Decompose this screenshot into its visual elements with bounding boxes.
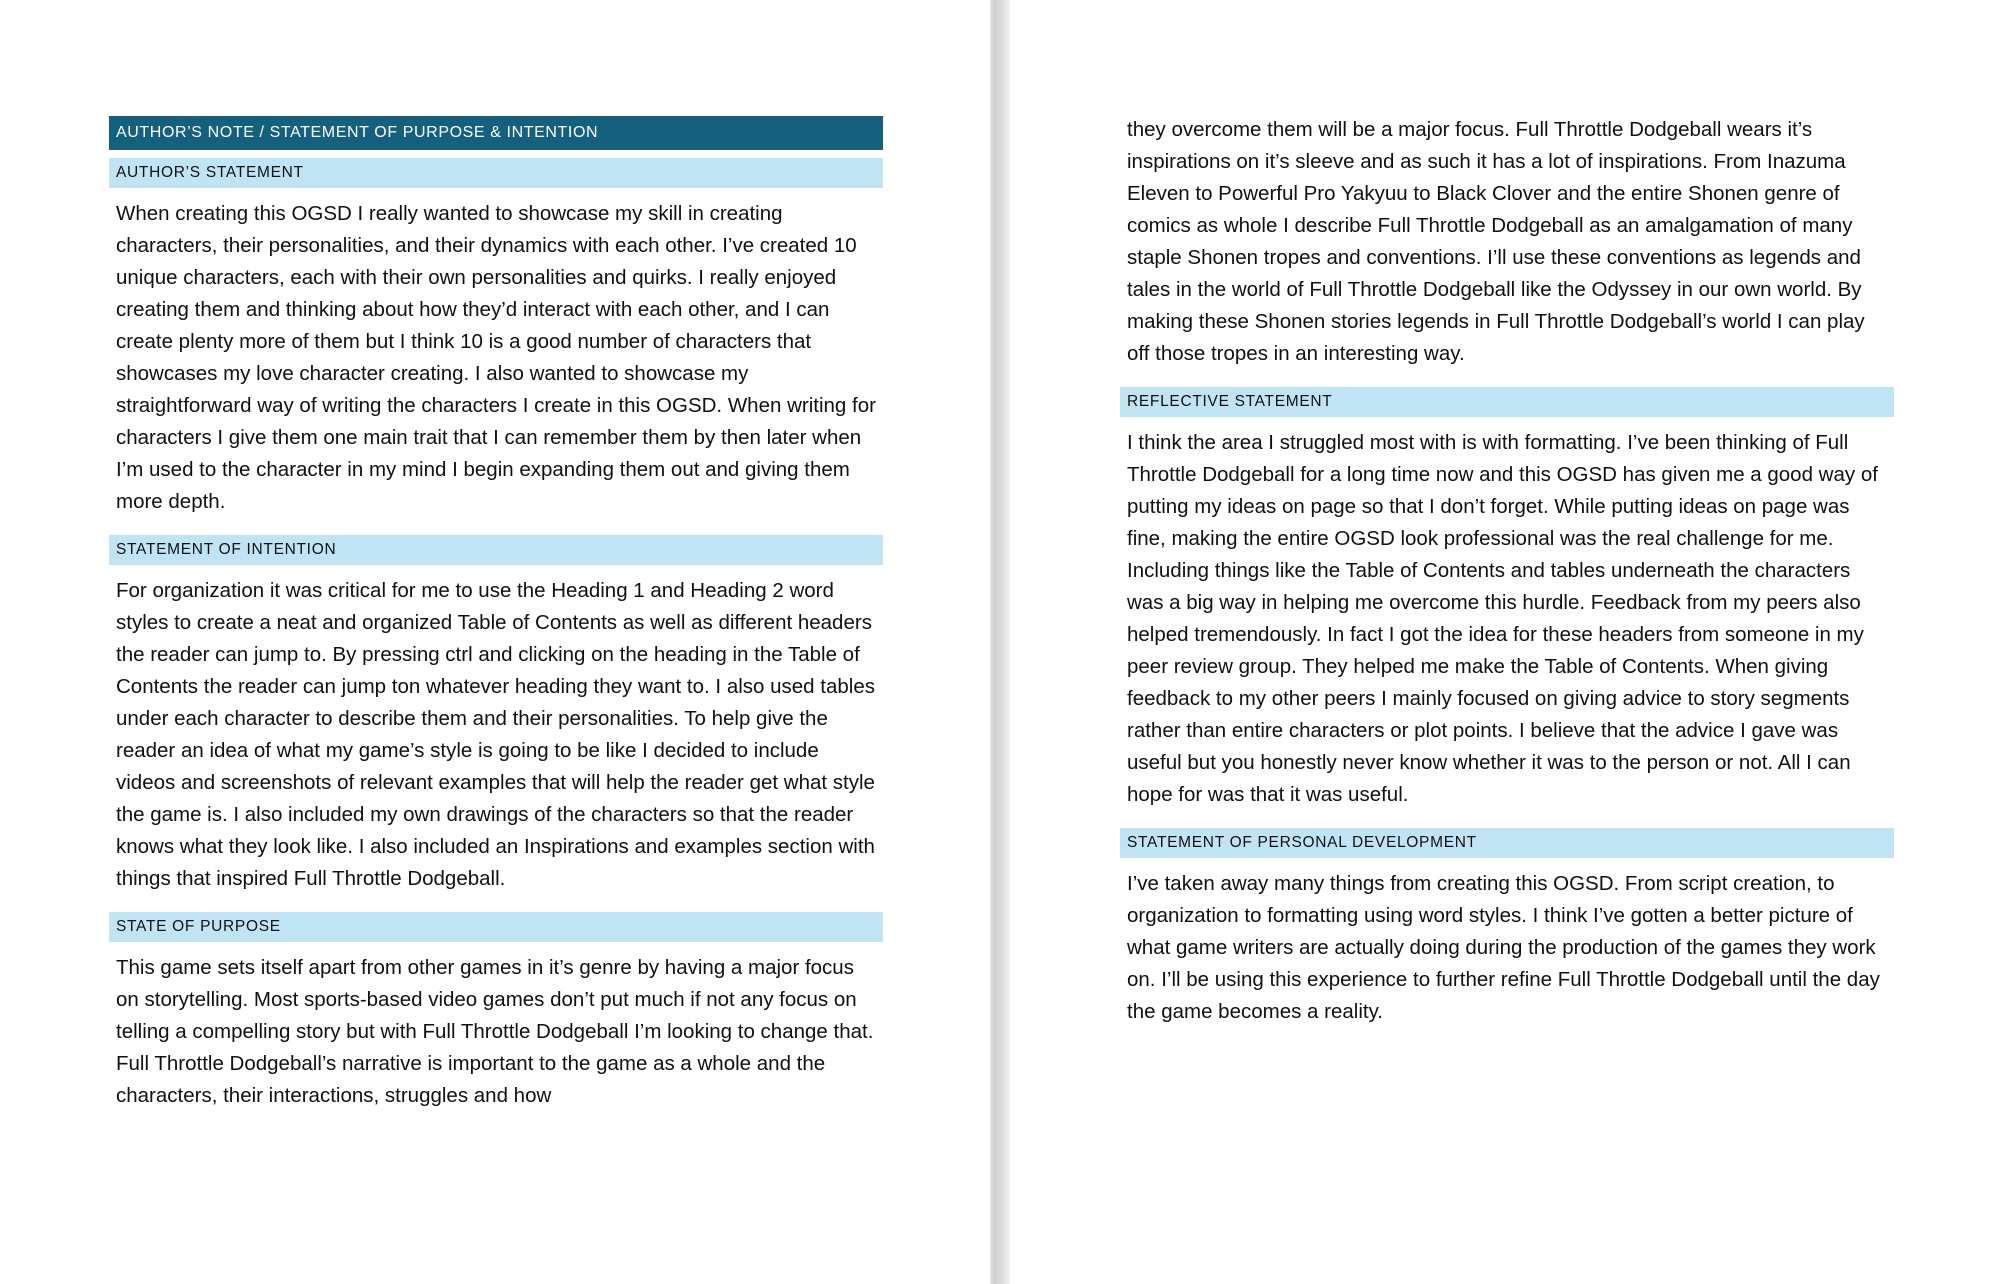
section-heading-reflective-statement: REFLECTIVE STATEMENT: [1120, 387, 1894, 417]
section-heading-authors-statement: AUTHOR’S STATEMENT: [109, 158, 883, 188]
paragraph-statement-of-intention: For organization it was critical for me to use the Heading 1 and Heading 2 word styles to create a neat and organized Table of Contents as well as different headers the reader can jump to. By pressing ctrl and clicking on the heading in the Table of Contents the reader can jump ton whatever heading they want to. I also used tables under each character to describe them and their personalities. To help give the reader an idea of what my game’s style is going to be like I decided to include videos and screenshots of relevant examples that will help the reader get what style the game is. I also included my own drawings of the characters so that the reader knows what they look like. I also included an Inspirations and examples section with things that inspired Full Throttle Dodgeball.: [116, 579, 875, 890]
right-page-column: [1120, 114, 1894, 1028]
page-gutter-divider: [990, 0, 1010, 1284]
paragraph-state-of-purpose: This game sets itself apart from other games in it’s genre by having a major focus on storytelling. Most sports-based video games don’t put much if not any focus on telling a compelling story but with Full Throttle Dodgeball I’m looking to change that. Full Throttle Dodgeball’s narrative is important to the game as a whole and the characters, their interactions, struggles and how: [116, 956, 874, 1107]
paragraph-personal-development: I’ve taken away many things from creating this OGSD. From script creation, to organization to formatting using word styles. I think I’ve gotten a better picture of what game writers are actually doing during the production of the games they work on. I’ll be using this experience to further refine Full Throttle Dodgeball until the day the game becomes a reality.: [1127, 872, 1880, 1023]
right-page[interactable]: [1010, 0, 2004, 1284]
paragraph-state-of-purpose-continued: they overcome them will be a major focus. Full Throttle Dodgeball wears it’s inspirations on it’s sleeve and as such it has a lot of inspirations. From Inazuma Eleven to Powerful Pro Yakyuu to Black Clover and the entire Shonen genre of comics as whole I describe Full Throttle Dodgeball as an amalgamation of many staple Shonen tropes and conventions. I’ll use these conventions as legends and tales in the world of Full Throttle Dodgeball like the Odyssey in our own world. By making these Shonen stories legends in Full Throttle Dodgeball’s world I can play off those tropes in an interesting way.: [1127, 118, 1865, 365]
paragraph-reflective-statement: I think the area I struggled most with is with formatting. I’ve been thinking of Full Throttle Dodgeball for a long time now and this OGSD has given me a good way of putting my ideas on page so that I don’t forget. While putting ideas on page was fine, making the entire OGSD look professional was the real challenge for me. Including things like the Table of Contents and tables underneath the characters was a big way in helping me overcome this hurdle. Feedback from my peers also helped tremendously. In fact I got the idea for these headers from someone in my peer review group. They helped me make the Table of Contents. When giving feedback to my other peers I mainly focused on giving advice to story segments rather than entire characters or plot points. I believe that the advice I gave was useful but you honestly never know whether it was to the person or not. All I can hope for was that it was useful.: [1127, 431, 1878, 806]
left-page-column: [109, 116, 883, 1112]
left-page[interactable]: [0, 0, 990, 1284]
section-heading-statement-of-intention: STATEMENT OF INTENTION: [109, 535, 883, 565]
main-heading: AUTHOR’S NOTE / STATEMENT OF PURPOSE & INTENTION: [109, 116, 883, 150]
section-heading-state-of-purpose: STATE OF PURPOSE: [109, 912, 883, 942]
paragraph-authors-statement: When creating this OGSD I really wanted to showcase my skill in creating characters, their personalities, and their dynamics with each other. I’ve created 10 unique characters, each with their own personalities and quirks. I really enjoyed creating them and thinking about how they’d interact with each other, and I can create plenty more of them but I think 10 is a good number of characters that showcases my love character creating. I also wanted to showcase my straightforward way of writing the characters I create in this OGSD. When writing for characters I give them one main trait that I can remember them by then later when I’m used to the character in my mind I begin expanding them out and giving them more depth.: [116, 202, 876, 513]
section-heading-personal-development: STATEMENT OF PERSONAL DEVELOPMENT: [1120, 828, 1894, 858]
